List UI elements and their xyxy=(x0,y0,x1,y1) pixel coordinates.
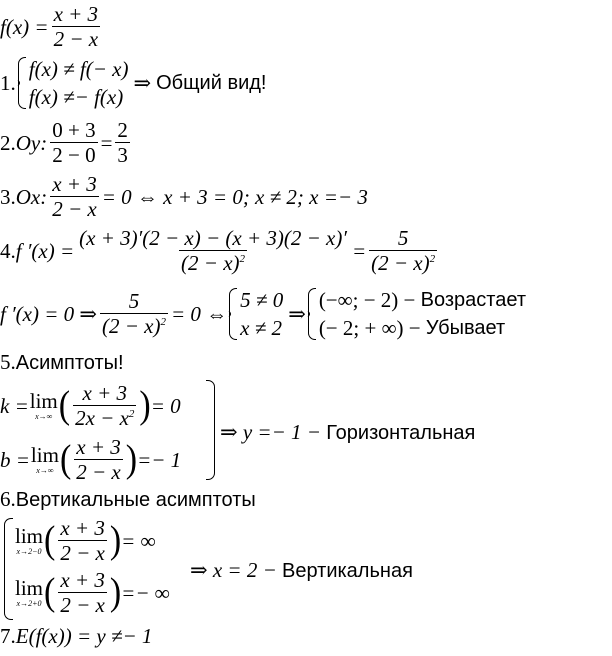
left-limit-fraction xyxy=(58,518,107,564)
right-paren: ) xyxy=(109,519,122,562)
step-number: 1. xyxy=(0,70,16,95)
step-1-parity xyxy=(0,55,266,111)
b-result: =− 1 xyxy=(137,447,182,472)
limit-operator xyxy=(15,526,43,556)
fraction-denominator: 2 − x xyxy=(60,593,105,617)
asymptote-label: Вертикальная xyxy=(282,559,413,582)
fraction-denominator xyxy=(369,250,437,274)
step-5-asymptotes xyxy=(0,352,124,373)
interval-2-label: Убывает xyxy=(425,317,506,339)
fraction-denominator xyxy=(179,250,247,274)
right-paren: ) xyxy=(139,384,151,427)
lim-subscript: x→2−0 xyxy=(16,547,42,556)
denominator-base: (2 − x) xyxy=(102,314,161,338)
step-number: 6. xyxy=(0,487,16,511)
fraction-denominator xyxy=(73,405,136,429)
intercept-limit xyxy=(0,437,181,483)
left-brace xyxy=(4,518,13,620)
derivative-fraction xyxy=(77,228,349,274)
ox-equation: = 0 ⇔ x + 3 = 0; x ≠ 2; x =− 3 xyxy=(101,184,368,209)
fraction-denominator: 2 − x xyxy=(53,27,99,51)
exponent: 2 xyxy=(128,408,135,420)
lim-word: lim xyxy=(30,443,59,467)
function-lhs: f(x) = xyxy=(0,14,49,39)
derivative-result-fraction xyxy=(369,228,437,274)
step-number: 4. xyxy=(0,238,16,263)
asymptote-equation: ⇒ y =− 1 − xyxy=(220,420,321,444)
equals-sign: = xyxy=(351,238,367,263)
interval-2 xyxy=(319,314,526,342)
k-result: = 0 xyxy=(150,393,181,418)
limit-operator xyxy=(30,391,58,421)
fraction-denominator xyxy=(100,313,168,337)
ox-fraction xyxy=(50,174,99,220)
denominator-base: 2x − x xyxy=(75,406,129,430)
fraction-denominator: 2 − 0 xyxy=(52,143,96,167)
fraction-numerator: 5 xyxy=(128,289,140,313)
fraction-denominator: 3 xyxy=(117,143,128,167)
asymptote-label: Горизонтальная xyxy=(326,421,476,444)
limit-operator xyxy=(15,578,43,608)
step-7-range xyxy=(0,626,152,647)
section-title: Асимптоты! xyxy=(15,351,124,374)
step-number: 7. xyxy=(0,624,16,648)
equals-sign: = xyxy=(100,130,113,155)
exponent: 2 xyxy=(239,253,246,265)
k-lhs: k = xyxy=(0,393,29,418)
interval-1 xyxy=(319,286,526,314)
derivative-lhs: f ′(x) = xyxy=(15,238,75,263)
zero-system xyxy=(229,286,283,342)
condition-2: f(x) ≠− f(x) xyxy=(28,84,124,109)
condition-system xyxy=(18,55,129,111)
k-fraction xyxy=(73,383,136,429)
implies-arrow: ⇒ xyxy=(288,301,306,326)
function-fraction xyxy=(52,4,101,50)
fraction-denominator: 2 − x xyxy=(76,460,121,484)
lim-word: lim xyxy=(29,389,58,413)
left-paren: ( xyxy=(44,571,56,614)
function-definition xyxy=(0,4,103,50)
left-paren: ( xyxy=(44,519,56,562)
fraction-numerator: x + 3 xyxy=(52,172,97,196)
fraction-denominator: 2 − x xyxy=(60,541,105,565)
interval-2-range: (− 2; + ∞) − xyxy=(318,315,421,340)
fraction-numerator: 5 xyxy=(397,226,409,250)
oy-result-fraction xyxy=(115,120,130,166)
lim-subscript: x→∞ xyxy=(36,466,54,475)
exponent: 2 xyxy=(429,253,436,265)
step-3-ox xyxy=(0,174,368,220)
interval-1-label: Возрастает xyxy=(420,289,526,311)
lim-word: lim xyxy=(15,524,44,548)
lim-subscript: x→2+0 xyxy=(16,599,42,608)
fraction-numerator: 2 xyxy=(117,118,128,142)
step-number: 5. xyxy=(0,350,16,374)
monotonic-system xyxy=(308,286,526,342)
horizontal-asymptote xyxy=(220,422,475,443)
left-paren: ( xyxy=(59,438,72,481)
right-paren: ) xyxy=(109,571,122,614)
axis-label: Ox: xyxy=(15,184,48,209)
step-number: 2. xyxy=(0,130,16,155)
fraction-numerator: x + 3 xyxy=(53,2,99,26)
fraction-numerator: 0 + 3 xyxy=(52,118,96,142)
axis-label: Oy: xyxy=(15,130,48,155)
asymptote-equation: ⇒ x = 2 − xyxy=(190,558,277,582)
exponent: 2 xyxy=(160,316,166,328)
oy-fraction xyxy=(50,120,97,166)
derivative-zero-fraction xyxy=(100,291,168,337)
fraction-numerator: x + 3 xyxy=(82,381,127,405)
slope-limit xyxy=(0,383,181,429)
derivative-analysis xyxy=(0,286,526,342)
lim-subscript: x→∞ xyxy=(35,412,53,421)
condition-1: 5 ≠ 0 xyxy=(240,287,284,312)
denominator-base: (2 − x) xyxy=(371,251,430,275)
right-limit xyxy=(14,570,170,616)
left-paren: ( xyxy=(58,384,71,427)
step-4-derivative xyxy=(0,228,440,274)
fraction-numerator: x + 3 xyxy=(60,568,105,592)
step-6-vertical xyxy=(0,489,256,510)
conclusion-text: Общий вид! xyxy=(156,72,267,94)
derivative-zero: f ′(x) = 0 ⇒ xyxy=(0,301,98,326)
fraction-numerator: x + 3 xyxy=(60,516,105,540)
equivalence: = 0 ⇔ xyxy=(171,301,228,326)
interval-1-range: (−∞; − 2) − xyxy=(318,287,416,312)
step-2-oy xyxy=(0,120,133,166)
fraction-numerator: x + 3 xyxy=(76,435,121,459)
lim-word: lim xyxy=(15,576,44,600)
step-number: 3. xyxy=(0,184,16,209)
condition-1: f(x) ≠ f(− x) xyxy=(28,56,129,81)
vertical-asymptote xyxy=(190,560,413,581)
condition-2: x ≠ 2 xyxy=(240,315,283,340)
fraction-numerator: (x + 3)′(2 − x) − (x + 3)(2 − x)′ xyxy=(79,226,347,250)
right-brace xyxy=(206,380,215,480)
limit-operator xyxy=(31,445,59,475)
section-title: Вертикальные асимптоты xyxy=(15,488,256,511)
right-limit-result: =− ∞ xyxy=(121,580,170,605)
right-paren: ) xyxy=(125,438,138,481)
fraction-denominator: 2 − x xyxy=(52,197,97,221)
left-limit xyxy=(14,518,156,564)
range-statement: E(f(x)) = y ≠− 1 xyxy=(15,624,153,648)
left-limit-result: = ∞ xyxy=(121,528,156,553)
implies-arrow: ⇒ xyxy=(133,70,152,95)
denominator-base: (2 − x) xyxy=(181,251,240,275)
right-limit-fraction xyxy=(58,570,107,616)
b-fraction xyxy=(74,437,123,483)
b-lhs: b = xyxy=(0,447,30,472)
